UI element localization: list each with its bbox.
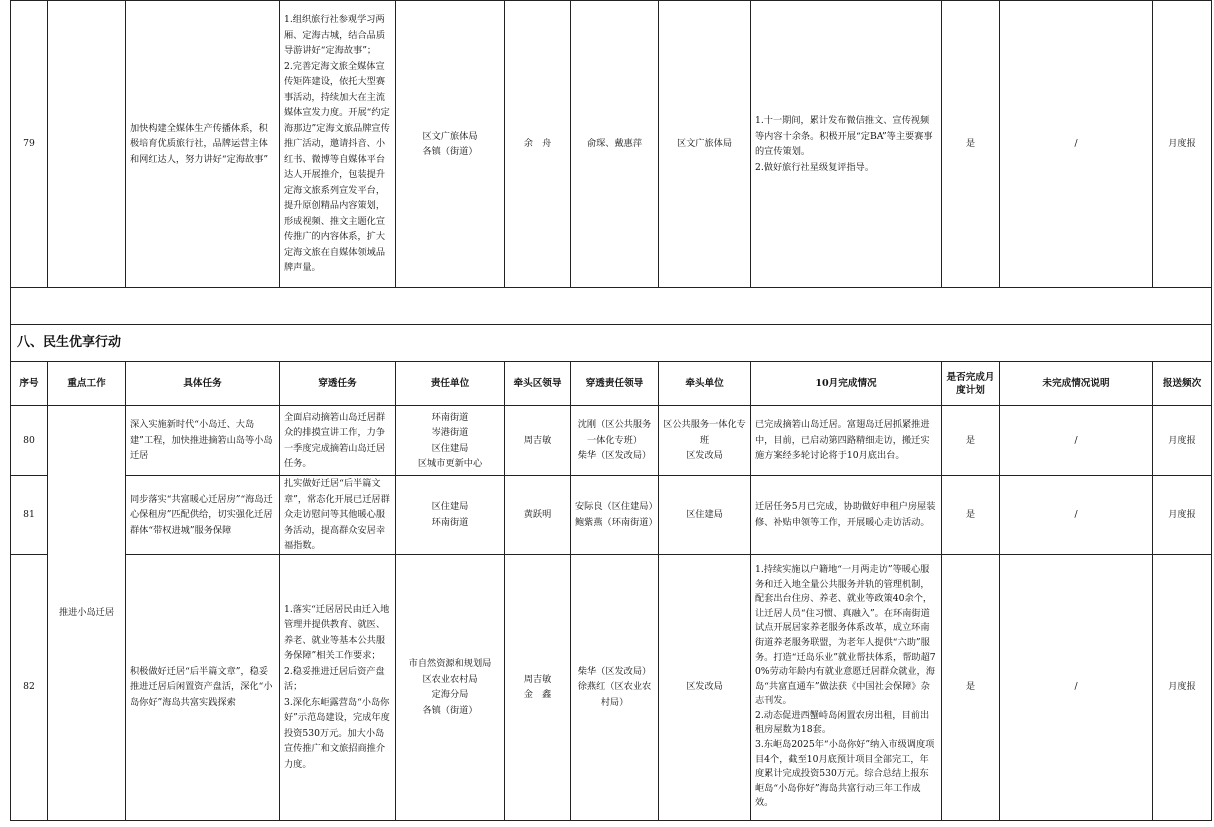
frequency-cell: 月度报: [1153, 1, 1212, 288]
row-number: 81: [11, 476, 48, 555]
header-no: 序号: [11, 362, 48, 406]
header-lead: 牵头区领导: [505, 362, 571, 406]
lead-leader-cell: 周吉敏 金 鑫: [505, 554, 571, 820]
frequency-cell: 月度报: [1153, 406, 1212, 476]
header-sub-lead: 穿透责任领导: [571, 362, 659, 406]
header-reason: 未完成情况说明: [1000, 362, 1153, 406]
row-number: 79: [11, 1, 48, 288]
key-work-group-cell: 推进小岛迁居: [48, 406, 126, 821]
responsible-units-cell: 环南街道 岑港街道 区住建局 区城市更新中心: [396, 406, 505, 476]
header-key-work: 重点工作: [48, 362, 126, 406]
header-progress: 10月完成情况: [751, 362, 942, 406]
row-number: 80: [11, 406, 48, 476]
frequency-cell: 月度报: [1153, 554, 1212, 820]
task-cell: 加快构建全媒体生产传播体系，积极培育优质旅行社，品牌运营主体和网红达人，努力讲好“定海故事”: [126, 1, 280, 288]
sub-task-cell: 1.组织旅行社参观学习两厢、定海古城，结合品质导游讲好“定海故事”； 2.完善定海文旅全媒体宣传矩阵建设，依托大型赛事活动，持续加大在主流媒体宣发力度。开展“约定海那边”定海文旅品牌宣传推广活动，邀请抖音、小红书、微博等自媒体平台达人开展推介，包装提升定海文旅系列宣发平台，提升原创精品内容策划，形成视频、推文主题化宣传推广的内容体系，扩大定海文旅在自媒体领域品牌声量。: [280, 1, 396, 288]
progress-cell: 1.十一期间，累计发布微信推文、宣传视频等内容十余条。积极开展“定BA”等主要赛事的宣传策划。 2.做好旅行社星级复评指导。: [751, 1, 942, 288]
responsible-units-cell: 区住建局 环南街道: [396, 476, 505, 555]
header-frequency: 报送频次: [1153, 362, 1212, 406]
lead-unit-cell: 区文广旅体局: [659, 1, 751, 288]
table-row-80: [11, 406, 1212, 476]
table-row-79: [11, 1, 1212, 288]
section-row: [11, 325, 1212, 362]
sub-task-cell: 扎实做好迁居“后半篇文章”，常态化开展已迁居群众走访慰问等其他暖心服务活动，提高群众安居幸福指数。: [280, 476, 396, 555]
sub-leader-cell: 沈刚（区公共服务一体化专班） 柴华（区发改局）: [571, 406, 659, 476]
responsible-units-cell: 区文广旅体局 各镇（街道）: [396, 1, 505, 288]
lead-unit-cell: 区住建局: [659, 476, 751, 555]
blank-cell: [11, 288, 1212, 325]
header-sub-task: 穿透任务: [280, 362, 396, 406]
header-task: 具体任务: [126, 362, 280, 406]
header-lead-unit: 牵头单位: [659, 362, 751, 406]
document-sheet: [10, 0, 1211, 821]
row-number: 82: [11, 554, 48, 820]
sub-task-cell: 1.落实“迁居居民由迁入地管理并提供教育、就医、养老、就业等基本公共服务保障”相关工作要求； 2.稳妥推进迁居后资产盘活； 3.深化东岠露营岛“小岛你好”示范岛建设，完成年度投资530万元。加大小岛宣传推广和文旅招商推介力度。: [280, 554, 396, 820]
header-row: [11, 362, 1212, 406]
lead-leader-cell: 黄跃明: [505, 476, 571, 555]
sub-leader-cell: 俞琛、戴惠萍: [571, 1, 659, 288]
progress-cell: 1.持续实施以户籍地“一月两走访”等暖心服务和迁入地全量公共服务并轨的管理机制，配套出台住房、养老、就业等政策40余个，让迁居人员“住习惯、真融入”。在环南街道试点开展居家养老服务体系改革，成立环南街道养老服务联盟，为老年人提供“六助”服务。打造“迁岛乐业”就业帮扶体系，帮助超70%劳动年龄内有就业意愿迁居群众就业，海岛“共富直通车”做法获《中国社会保障》杂志刊发。 2.动态促进西蟹峙岛闲置农房出租，目前出租房屋数为18套。 3.东岠岛2025年“小岛你好”纳入市级调度项目4个，截至10月底预计项目全部完工，年度累计完成投资530万元。综合总结上报东岠岛“小岛你好”海岛共富行动三年工作成效。: [751, 554, 942, 820]
table-row-81: [11, 476, 1212, 555]
done-cell: 是: [942, 1, 1000, 288]
frequency-cell: 月度报: [1153, 476, 1212, 555]
sub-leader-cell: 安际良（区住建局） 鲍紫燕（环南街道）: [571, 476, 659, 555]
blank-row: [11, 288, 1212, 325]
progress-cell: 迁居任务5月已完成，协助做好申租户房屋装修、补贴申领等工作，开展暖心走访活动。: [751, 476, 942, 555]
task-cell: 积极做好迁居“后半篇文章”，稳妥推进迁居后闲置资产盘活，深化“小岛你好”海岛共富实践探索: [126, 554, 280, 820]
progress-cell: 已完成摘箬山岛迁居。富翅岛迁居抓紧推进中，目前，已启动第四路精细走访，搬迁实施方案经多轮讨论将于10月底出台。: [751, 406, 942, 476]
reason-cell: /: [1000, 554, 1153, 820]
header-units: 责任单位: [396, 362, 505, 406]
done-cell: 是: [942, 406, 1000, 476]
lead-leader-cell: 周吉敏: [505, 406, 571, 476]
sub-leader-cell: 柴华（区发改局） 徐燕红（区农业农村局）: [571, 554, 659, 820]
key-work-cell: [48, 1, 126, 288]
reason-cell: /: [1000, 1, 1153, 288]
task-cell: 深入实施新时代“小岛迁、大岛建”工程，加快推进摘箬山岛等小岛迁居: [126, 406, 280, 476]
section-title: 八、民生优享行动: [11, 325, 1212, 362]
lead-unit-cell: 区发改局: [659, 554, 751, 820]
sub-task-cell: 全面启动摘箬山岛迁居群众的排摸宣讲工作，力争一季度完成摘箬山岛迁居任务。: [280, 406, 396, 476]
header-done: 是否完成月度计划: [942, 362, 1000, 406]
table-row-82: [11, 554, 1212, 820]
reason-cell: /: [1000, 406, 1153, 476]
work-table: [10, 0, 1212, 821]
reason-cell: /: [1000, 476, 1153, 555]
responsible-units-cell: 市自然资源和规划局 区农业农村局 定海分局 各镇（街道）: [396, 554, 505, 820]
task-cell: 同步落实“共富暖心迁居房”“海岛迁心保租房”匹配供给，切实强化迁居群体“带权进城”服务保障: [126, 476, 280, 555]
lead-leader-cell: 余 舟: [505, 1, 571, 288]
lead-unit-cell: 区公共服务一体化专班 区发改局: [659, 406, 751, 476]
done-cell: 是: [942, 554, 1000, 820]
done-cell: 是: [942, 476, 1000, 555]
